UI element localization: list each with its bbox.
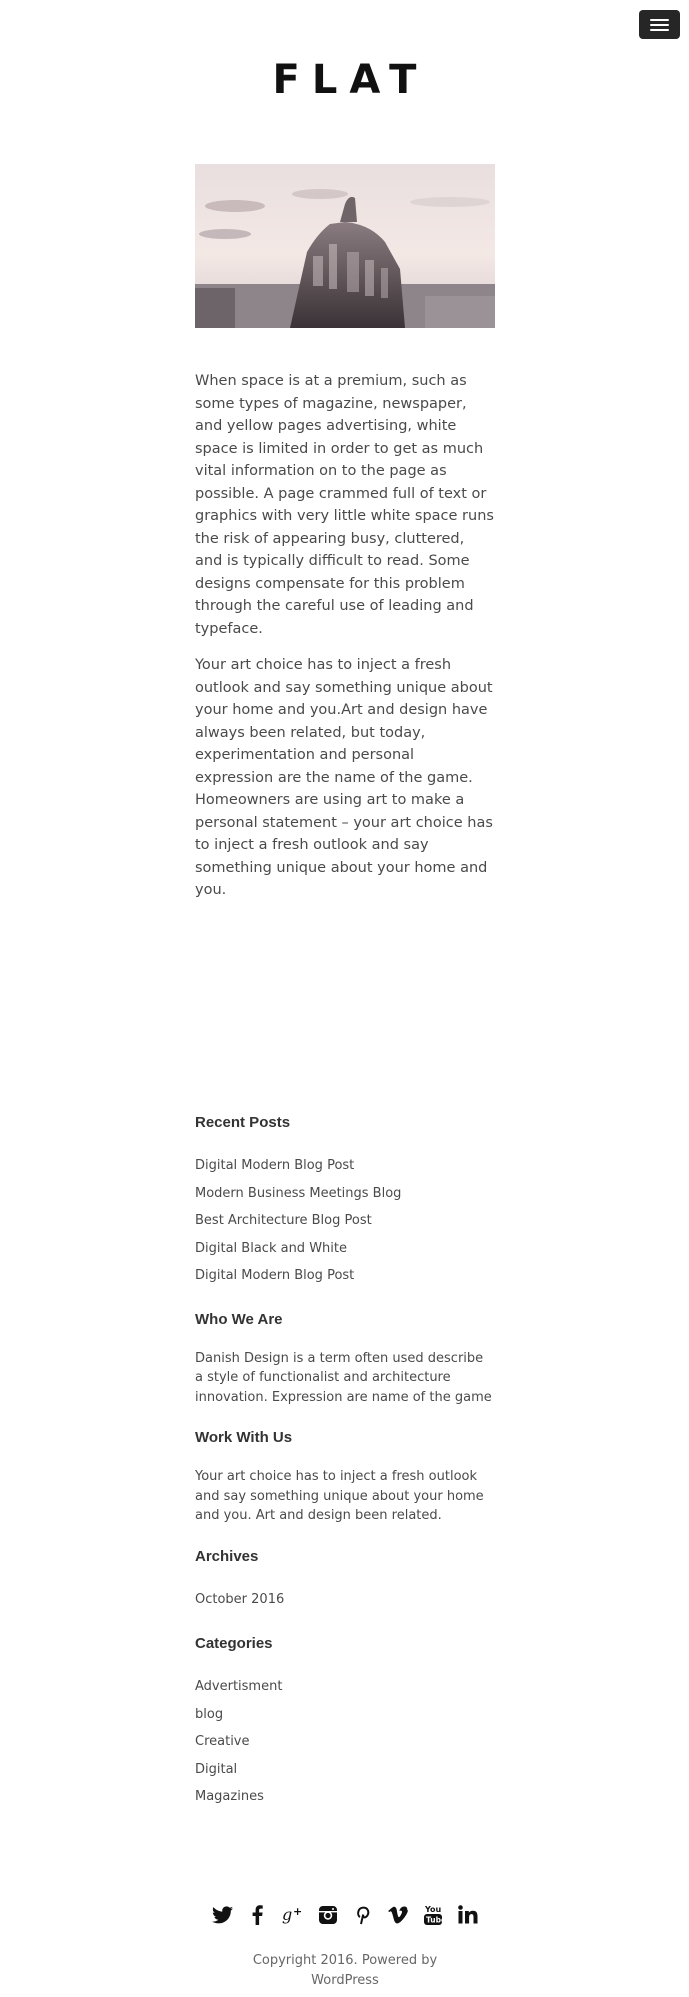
copyright [195,1951,495,1990]
work-with-us-widget [195,1427,495,1526]
recent-posts-list [195,1152,495,1290]
widget-text: Your art choice has to inject a fresh outlook and say something unique about your home and you. Art and design been related. [195,1469,484,1523]
pinterest-icon[interactable] [351,1903,374,1926]
widget-title: Recent Posts [195,1114,291,1131]
svg-text:g: g [281,1904,292,1924]
svg-text:+: + [292,1904,302,1918]
linkedin-icon[interactable] [456,1903,479,1926]
svg-text:You: You [424,1904,441,1914]
widget-title: Who We Are [195,1310,283,1328]
social-links [195,1903,495,1926]
copyright-text: Copyright 2016. Powered by [252,1953,438,1968]
post-paragraph: Your art choice has to inject a fresh outlook and say something unique about your home and you.Art and design have always been related, but today, experimentation and personal expression are the name of the game. Homeowners are using art to make a personal statement – your art choice has to inject a fresh outlook and say something unique about your home and you. [195,657,493,898]
vimeo-icon[interactable] [386,1903,409,1926]
recent-post-link[interactable]: Digital Modern Blog Post [195,1268,355,1283]
wordpress-link[interactable]: WordPress [311,1972,379,1988]
hamburger-menu-icon-bar [650,24,669,26]
category-link[interactable]: Advertisment [195,1679,283,1694]
recent-post-link[interactable]: Digital Modern Blog Post [195,1158,355,1173]
category-link[interactable]: Creative [195,1734,250,1749]
widget-title: Categories [195,1635,273,1652]
category-link[interactable]: blog [195,1706,224,1722]
archive-link[interactable]: October 2016 [195,1591,285,1607]
svg-text:Tube: Tube [425,1915,446,1924]
category-link[interactable]: Magazines [195,1789,264,1804]
featured-image [195,164,495,328]
post-paragraph: When space is at a premium, such as some types of magazine, newspaper, and yellow pages advertising, white space is limited in order to get as much vital information on to the page as possible. A page crammed full of text or graphics with very little white space runs the risk of appearing busy, cluttered, and is typically difficult to read. Some designs compensate for this problem through the careful use of leading and typeface. [195,373,494,637]
recent-posts-widget [195,1112,495,1290]
google-plus-icon[interactable] [281,1903,304,1926]
categories-list [195,1673,495,1811]
widget-title: Archives [195,1547,259,1565]
recent-post-link[interactable]: Best Architecture Blog Post [195,1213,372,1228]
widget-text: Danish Design is a term often used describe a style of functionalist and architecture innovation. Expression are name of the game [195,1350,492,1405]
recent-post-link[interactable]: Digital Black and White [195,1240,347,1256]
twitter-icon[interactable] [211,1903,234,1926]
recent-post-link[interactable]: Modern Business Meetings Blog [195,1185,402,1201]
menu-button[interactable] [639,10,680,39]
post-content [195,370,495,916]
hamburger-menu-icon-bar [650,29,669,31]
categories-widget [195,1633,495,1811]
hamburger-menu-icon [650,19,669,21]
who-we-are-widget [195,1309,495,1408]
widget-area [195,1112,495,1811]
facebook-icon[interactable] [246,1903,269,1926]
category-link[interactable]: Digital [195,1761,238,1777]
archives-list [195,1586,495,1614]
instagram-icon[interactable] [316,1903,339,1926]
archives-widget [195,1546,495,1614]
youtube-icon[interactable] [421,1903,444,1926]
site-title[interactable]: FLAT [272,57,429,103]
widget-title: Work With Us [195,1429,293,1446]
